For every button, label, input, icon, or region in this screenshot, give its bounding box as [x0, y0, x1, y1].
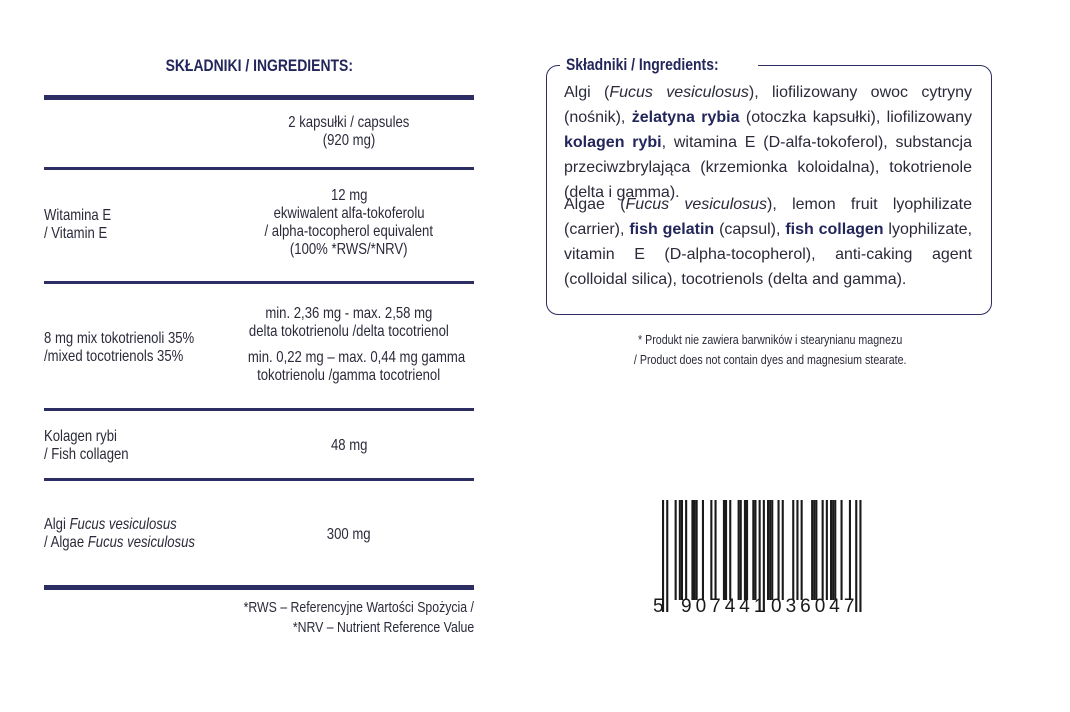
barcode-bar [767, 500, 769, 600]
ingredients-title: Składniki / Ingredients: [560, 55, 758, 75]
barcode-bar [666, 500, 668, 612]
row-tocotrienols-value: min. 2,36 mg - max. 2,58 mg delta tokotrienolu /delta tocotrienol min. 0,22 mg – max. 0,44 mg gamma tokotrienolu /gamma tocotrienol [247, 305, 466, 384]
table-row-divider [44, 478, 474, 481]
barcode-bar [723, 500, 725, 600]
row-fish-collagen-label: Kolagen rybi / Fish collagen [44, 428, 129, 463]
barcode-bar [696, 500, 698, 600]
barcode-bar [830, 500, 832, 600]
barcode-bar [675, 500, 677, 600]
barcode-bar [813, 500, 815, 600]
barcode-bar [859, 500, 861, 612]
table-title: SKŁADNIKI / INGREDIENTS: [165, 56, 353, 75]
barcode-bar [710, 500, 712, 600]
barcode-bar [754, 500, 756, 600]
ingredients-english: Algae (Fucus vesiculosus), lemon fruit lyophilizate (carrier), fish gelatin (capsul), fish collagen lyophilizate, vitamin E (D-alpha-tocopherol), anti-caking agent (colloidal silica), tocotrienols (delta and gamma). [564, 196, 973, 288]
barcode-bar [849, 500, 851, 600]
barcode-bar [778, 500, 780, 600]
barcode-bar [679, 500, 681, 600]
table-header-serving: 2 kapsułki / capsules (920 mg) [288, 114, 410, 149]
rws-nrv-footnote: *RWS – Referencyjne Wartości Spożycia / *NRV – Nutrient Reference Value [243, 599, 474, 636]
barcode-bar [822, 500, 824, 600]
barcode-bar [811, 500, 813, 600]
barcode-bar [792, 500, 794, 600]
row-algae-value: 300 mg [327, 526, 371, 543]
ingredients-polish: Algi (Fucus vesiculosus), liofilizowany owoc cytryny (nośnik), żelatyna rybia (otoczka kapsułki), liofilizowany kolagen rybi, witamina E (D-alfa-tokoferol), substancja przeciwzbrylająca (krzemionka koloidalna), tokotrienole (delta i gamma). [564, 84, 973, 201]
row-fish-collagen-value: 48 mg [330, 437, 368, 454]
barcode-bar [744, 500, 746, 600]
barcode-bar [815, 500, 817, 600]
barcode-bar [729, 500, 731, 600]
barcode-bar [796, 500, 798, 600]
barcode-bar [685, 500, 687, 600]
barcode-bar [715, 500, 717, 600]
barcode-bar [694, 500, 696, 600]
barcode-bar [691, 500, 693, 600]
product-note: * Produkt nie zawiera barwników i stearynianu magnezu / Product does not contain dyes and magnesium stearate. [633, 332, 907, 367]
table-row-divider [44, 167, 474, 170]
barcode-bar [738, 500, 740, 600]
barcode-bar [841, 500, 843, 600]
barcode-bar [740, 500, 742, 600]
row-vitamin-e-value: 12 mg ekwiwalent alfa-tokoferolu / alpha-tocopherol equivalent (100% *RWS/*NRV) [264, 187, 434, 258]
barcode-bar [746, 500, 748, 600]
barcode-bar [801, 500, 803, 600]
barcode-bar [702, 500, 704, 600]
barcode-bar [769, 500, 771, 600]
row-algae-label: Algi Fucus vesiculosus / Algae Fucus vesiculosus [44, 516, 195, 551]
barcode-bar [834, 500, 836, 600]
table-row-divider [44, 281, 474, 284]
row-tocotrienols-label: 8 mg mix tokotrienoli 35% /mixed tocotrienols 35% [44, 330, 195, 365]
barcode-bar [681, 500, 683, 600]
barcode-bar [782, 500, 784, 600]
row-vitamin-e-label: Witamina E / Vitamin E [44, 207, 112, 242]
barcode-bar [725, 500, 727, 600]
table-row-divider [44, 408, 474, 411]
barcode-bar [832, 500, 834, 600]
barcode-bar [826, 500, 828, 600]
barcode-bar [752, 500, 754, 600]
table-bottom-rule [44, 585, 474, 590]
barcode-bar [771, 500, 773, 600]
table-top-rule [44, 95, 474, 100]
